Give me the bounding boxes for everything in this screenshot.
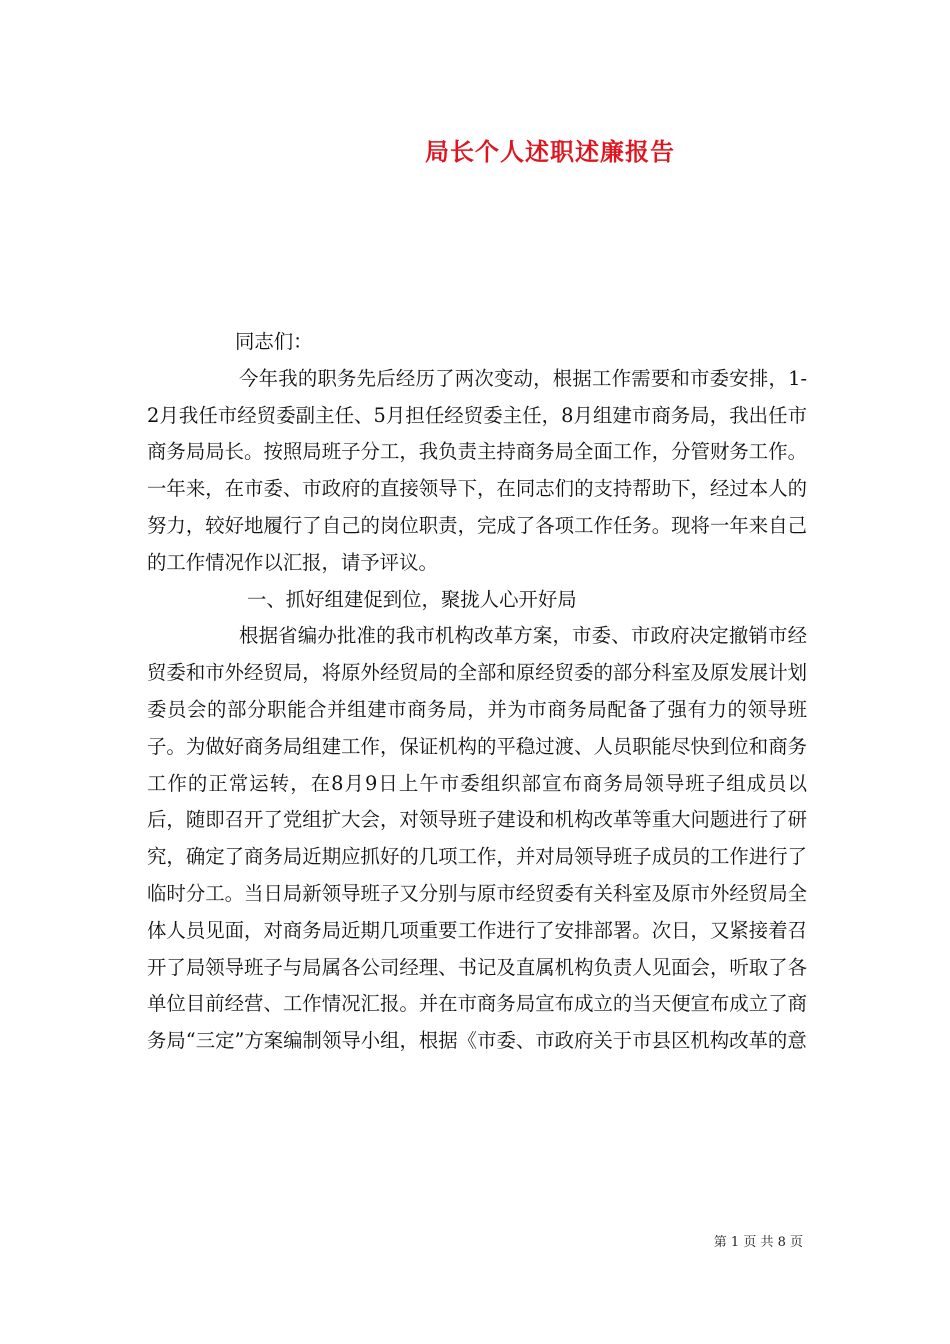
- page-number: 第 1 页 共 8 页: [713, 1235, 803, 1250]
- paragraph-section-1: 根据省编办批准的我市机构改革方案，市委、市政府决定撤销市经贸委和市外经贸局，将原外经贸局的全部和原经贸委的部分科室及原发展计划委员会的部分职能合并组建市商务局，并为市商务局配备了强有力的领导班子。为做好商务局组建工作，保证机构的平稳过渡、人员职能尽快到位和商务工作的正常运转，在8月9日上午市委组织部宣布商务局领导班子组成员以后，随即召开了党组扩大会，对领导班子建设和机构改革等重大问题进行了研究，确定了商务局近期应抓好的几项工作，并对局领导班子成员的工作进行了临时分工。当日局新领导班子又分别与原市经贸委有关科室及原市外经贸局全体人员见面，对商务局近期几项重要工作进行了安排部署。次日，又紧接着召开了局领导班子与局属各公司经理、书记及直属机构负责人见面会，听取了各单位目前经营、工作情况汇报。并在市商务局宣布成立的当天便宣布成立了商务局“三定”方案编制领导小组，根据《市委、市政府关于市县区机构改革的意: [147, 624, 807, 1053]
- section-heading: 一、抓好组建促到位，聚拢人心开好局: [247, 587, 577, 611]
- paragraph-intro: 今年我的职务先后经历了两次变动，根据工作需要和市委安排，1-2月我任市经贸委副主任、5月担任经贸委主任，8月组建市商务局，我出任市商务局局长。按照局班子分工，我负责主持商务局全面工作，分管财务工作。一年来，在市委、市政府的直接领导下，在同志们的支持帮助下，经过本人的努力，较好地履行了自己的岗位职责，完成了各项工作任务。现将一年来自己的工作情况作以汇报，请予评议。: [147, 366, 807, 574]
- salutation: 同志们：: [235, 330, 313, 353]
- document-title: 局长个人述职述廉报告: [425, 137, 675, 166]
- document-body: [147, 324, 807, 1060]
